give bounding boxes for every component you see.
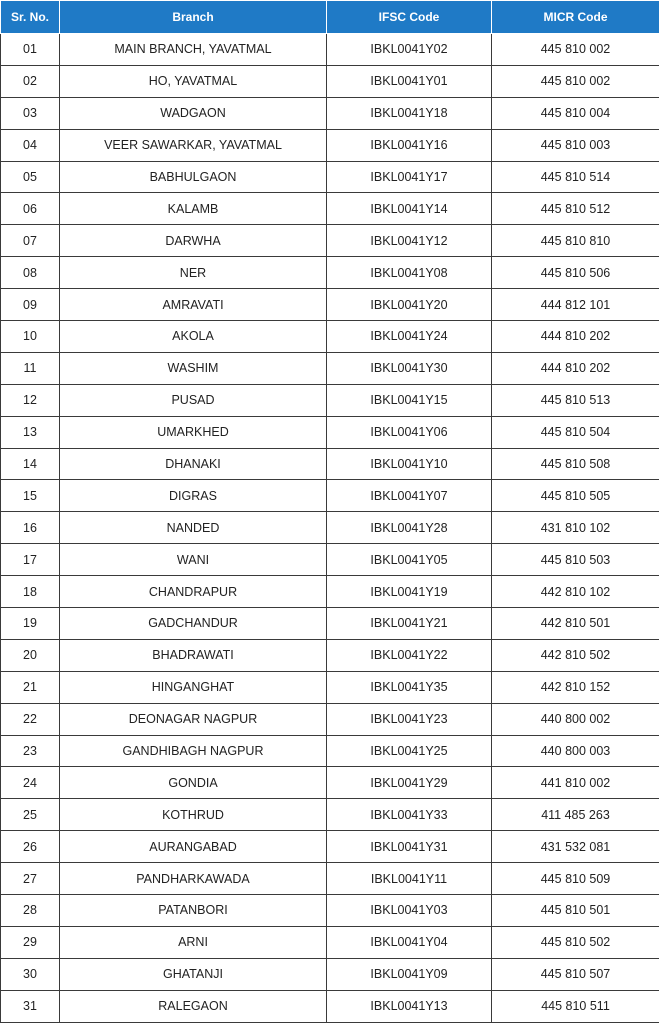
cell-ifsc-code: IBKL0041Y17: [327, 161, 492, 193]
cell-micr-code: 445 810 002: [492, 34, 659, 66]
cell-sr-no: 03: [1, 97, 60, 129]
cell-branch: DARWHA: [60, 225, 327, 257]
cell-micr-code: 440 800 003: [492, 735, 659, 767]
table-row: [1, 958, 659, 990]
cell-sr-no: 12: [1, 384, 60, 416]
table-row: [1, 321, 659, 353]
cell-ifsc-code: IBKL0041Y18: [327, 97, 492, 129]
table-row: [1, 703, 659, 735]
cell-sr-no: 09: [1, 289, 60, 321]
cell-sr-no: 27: [1, 863, 60, 895]
cell-branch: KOTHRUD: [60, 799, 327, 831]
cell-branch: WASHIM: [60, 352, 327, 384]
cell-micr-code: 442 810 102: [492, 576, 659, 608]
cell-sr-no: 29: [1, 926, 60, 958]
cell-ifsc-code: IBKL0041Y12: [327, 225, 492, 257]
cell-sr-no: 16: [1, 512, 60, 544]
cell-ifsc-code: IBKL0041Y30: [327, 352, 492, 384]
cell-ifsc-code: IBKL0041Y11: [327, 863, 492, 895]
cell-branch: DEONAGAR NAGPUR: [60, 703, 327, 735]
cell-branch: PUSAD: [60, 384, 327, 416]
cell-micr-code: 444 810 202: [492, 321, 659, 353]
cell-micr-code: 445 810 512: [492, 193, 659, 225]
cell-micr-code: 445 810 507: [492, 958, 659, 990]
cell-micr-code: 445 810 514: [492, 161, 659, 193]
cell-ifsc-code: IBKL0041Y20: [327, 289, 492, 321]
cell-branch: AMRAVATI: [60, 289, 327, 321]
table-row: [1, 448, 659, 480]
cell-ifsc-code: IBKL0041Y04: [327, 926, 492, 958]
cell-micr-code: 445 810 004: [492, 97, 659, 129]
cell-sr-no: 07: [1, 225, 60, 257]
cell-micr-code: 445 810 506: [492, 257, 659, 289]
cell-micr-code: 445 810 002: [492, 65, 659, 97]
table-row: [1, 416, 659, 448]
cell-ifsc-code: IBKL0041Y09: [327, 958, 492, 990]
cell-micr-code: 445 810 511: [492, 990, 659, 1022]
cell-branch: GHATANJI: [60, 958, 327, 990]
cell-micr-code: 445 810 810: [492, 225, 659, 257]
cell-sr-no: 10: [1, 321, 60, 353]
table-row: [1, 608, 659, 640]
cell-sr-no: 21: [1, 671, 60, 703]
cell-ifsc-code: IBKL0041Y16: [327, 129, 492, 161]
table-row: [1, 257, 659, 289]
cell-branch: NANDED: [60, 512, 327, 544]
table-row: [1, 926, 659, 958]
cell-ifsc-code: IBKL0041Y07: [327, 480, 492, 512]
cell-sr-no: 06: [1, 193, 60, 225]
cell-micr-code: 445 810 513: [492, 384, 659, 416]
cell-micr-code: 431 532 081: [492, 831, 659, 863]
cell-micr-code: 442 810 502: [492, 639, 659, 671]
cell-branch: DIGRAS: [60, 480, 327, 512]
table-row: [1, 352, 659, 384]
cell-ifsc-code: IBKL0041Y05: [327, 544, 492, 576]
cell-micr-code: 445 810 509: [492, 863, 659, 895]
cell-ifsc-code: IBKL0041Y13: [327, 990, 492, 1022]
cell-micr-code: 411 485 263: [492, 799, 659, 831]
header-micr-code: MICR Code: [492, 1, 659, 34]
table-row: [1, 193, 659, 225]
cell-ifsc-code: IBKL0041Y01: [327, 65, 492, 97]
cell-branch: DHANAKI: [60, 448, 327, 480]
cell-sr-no: 23: [1, 735, 60, 767]
cell-ifsc-code: IBKL0041Y03: [327, 895, 492, 927]
cell-branch: CHANDRAPUR: [60, 576, 327, 608]
cell-branch: KALAMB: [60, 193, 327, 225]
cell-branch: RALEGAON: [60, 990, 327, 1022]
cell-sr-no: 22: [1, 703, 60, 735]
table-row: [1, 480, 659, 512]
cell-ifsc-code: IBKL0041Y15: [327, 384, 492, 416]
table-row: [1, 384, 659, 416]
cell-ifsc-code: IBKL0041Y33: [327, 799, 492, 831]
cell-sr-no: 02: [1, 65, 60, 97]
cell-sr-no: 17: [1, 544, 60, 576]
table-row: [1, 34, 659, 66]
cell-branch: HINGANGHAT: [60, 671, 327, 703]
cell-branch: WANI: [60, 544, 327, 576]
cell-micr-code: 442 810 501: [492, 608, 659, 640]
table-row: [1, 544, 659, 576]
table-row: [1, 129, 659, 161]
table-row: [1, 639, 659, 671]
cell-sr-no: 25: [1, 799, 60, 831]
cell-branch: HO, YAVATMAL: [60, 65, 327, 97]
table-header: [1, 1, 659, 34]
cell-sr-no: 18: [1, 576, 60, 608]
cell-micr-code: 442 810 152: [492, 671, 659, 703]
cell-micr-code: 444 810 202: [492, 352, 659, 384]
cell-sr-no: 24: [1, 767, 60, 799]
cell-ifsc-code: IBKL0041Y31: [327, 831, 492, 863]
table-row: [1, 799, 659, 831]
cell-branch: ARNI: [60, 926, 327, 958]
cell-micr-code: 445 810 503: [492, 544, 659, 576]
cell-ifsc-code: IBKL0041Y24: [327, 321, 492, 353]
cell-sr-no: 05: [1, 161, 60, 193]
cell-ifsc-code: IBKL0041Y23: [327, 703, 492, 735]
cell-branch: GONDIA: [60, 767, 327, 799]
table-row: [1, 289, 659, 321]
cell-ifsc-code: IBKL0041Y02: [327, 34, 492, 66]
header-sr-no: Sr. No.: [1, 1, 60, 34]
table-body: [1, 34, 659, 1023]
header-ifsc-code: IFSC Code: [327, 1, 492, 34]
cell-branch: BABHULGAON: [60, 161, 327, 193]
cell-branch: AKOLA: [60, 321, 327, 353]
cell-branch: MAIN BRANCH, YAVATMAL: [60, 34, 327, 66]
table-row: [1, 895, 659, 927]
table-row: [1, 831, 659, 863]
cell-ifsc-code: IBKL0041Y08: [327, 257, 492, 289]
cell-branch: BHADRAWATI: [60, 639, 327, 671]
cell-branch: VEER SAWARKAR, YAVATMAL: [60, 129, 327, 161]
table-row: [1, 225, 659, 257]
cell-branch: AURANGABAD: [60, 831, 327, 863]
cell-branch: GADCHANDUR: [60, 608, 327, 640]
cell-sr-no: 01: [1, 34, 60, 66]
table-row: [1, 512, 659, 544]
cell-sr-no: 28: [1, 895, 60, 927]
cell-ifsc-code: IBKL0041Y10: [327, 448, 492, 480]
cell-branch: PANDHARKAWADA: [60, 863, 327, 895]
cell-ifsc-code: IBKL0041Y28: [327, 512, 492, 544]
table-row: [1, 735, 659, 767]
cell-sr-no: 26: [1, 831, 60, 863]
header-row: [1, 1, 659, 34]
table-row: [1, 671, 659, 703]
table-row: [1, 576, 659, 608]
table-row: [1, 97, 659, 129]
cell-ifsc-code: IBKL0041Y25: [327, 735, 492, 767]
table-row: [1, 161, 659, 193]
cell-micr-code: 440 800 002: [492, 703, 659, 735]
cell-ifsc-code: IBKL0041Y21: [327, 608, 492, 640]
cell-micr-code: 441 810 002: [492, 767, 659, 799]
cell-branch: NER: [60, 257, 327, 289]
cell-sr-no: 15: [1, 480, 60, 512]
cell-sr-no: 30: [1, 958, 60, 990]
cell-sr-no: 08: [1, 257, 60, 289]
cell-ifsc-code: IBKL0041Y19: [327, 576, 492, 608]
cell-micr-code: 445 810 505: [492, 480, 659, 512]
cell-branch: GANDHIBAGH NAGPUR: [60, 735, 327, 767]
cell-branch: PATANBORI: [60, 895, 327, 927]
cell-ifsc-code: IBKL0041Y06: [327, 416, 492, 448]
cell-ifsc-code: IBKL0041Y35: [327, 671, 492, 703]
cell-sr-no: 04: [1, 129, 60, 161]
cell-sr-no: 13: [1, 416, 60, 448]
cell-micr-code: 445 810 502: [492, 926, 659, 958]
cell-micr-code: 445 810 003: [492, 129, 659, 161]
cell-sr-no: 20: [1, 639, 60, 671]
cell-micr-code: 445 810 501: [492, 895, 659, 927]
cell-ifsc-code: IBKL0041Y22: [327, 639, 492, 671]
cell-sr-no: 31: [1, 990, 60, 1022]
table-row: [1, 863, 659, 895]
cell-micr-code: 445 810 508: [492, 448, 659, 480]
cell-branch: UMARKHED: [60, 416, 327, 448]
cell-branch: WADGAON: [60, 97, 327, 129]
cell-micr-code: 444 812 101: [492, 289, 659, 321]
cell-micr-code: 431 810 102: [492, 512, 659, 544]
cell-ifsc-code: IBKL0041Y14: [327, 193, 492, 225]
cell-micr-code: 445 810 504: [492, 416, 659, 448]
cell-sr-no: 19: [1, 608, 60, 640]
cell-sr-no: 11: [1, 352, 60, 384]
table-row: [1, 767, 659, 799]
table-row: [1, 990, 659, 1022]
cell-sr-no: 14: [1, 448, 60, 480]
cell-ifsc-code: IBKL0041Y29: [327, 767, 492, 799]
table-row: [1, 65, 659, 97]
header-branch: Branch: [60, 1, 327, 34]
